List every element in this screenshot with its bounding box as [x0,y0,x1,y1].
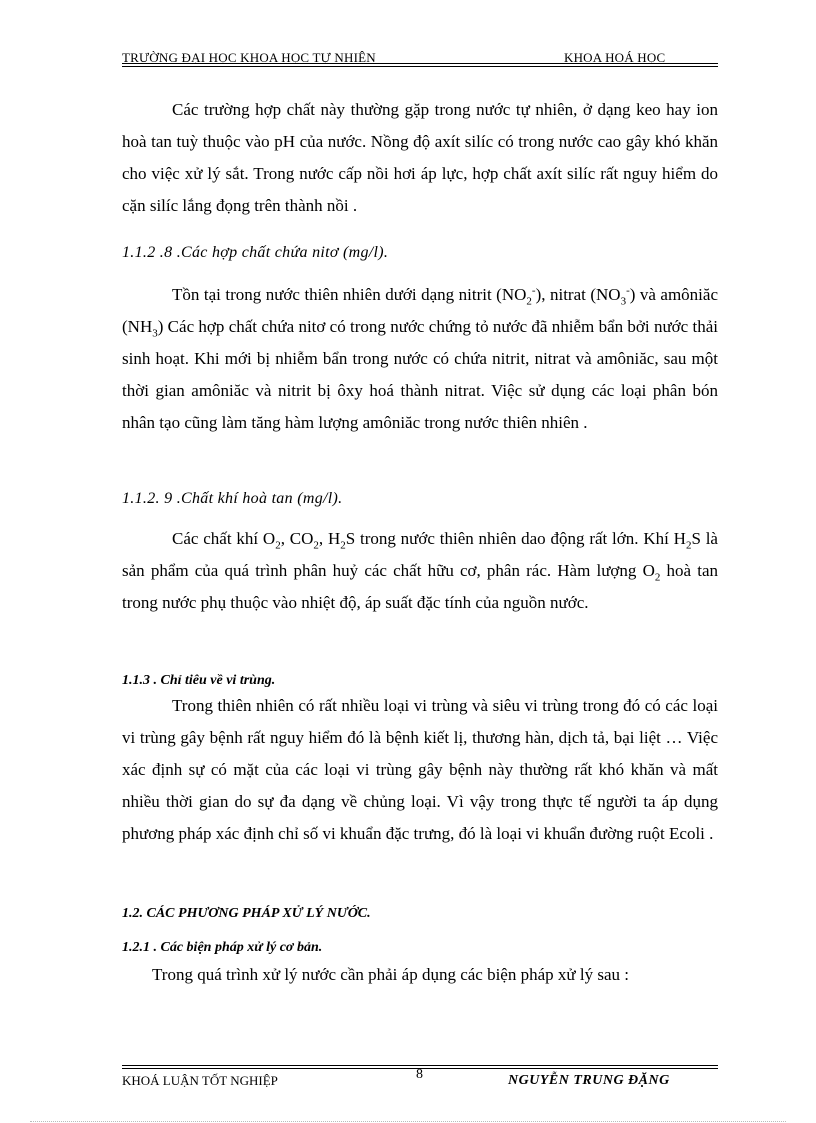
paragraph-dissolved-gases: Các chất khí $O_2$, $CO_2$, $H_2S$ trong nước thiên nhiên dao động rất lớn. Khí $H_2S$ là sản phẩm của quá trình phân huỷ các chất hữu cơ, phân rác. Hàm lượng $O_2$ hoà tan trong nước phụ thuộc vào nhiệt độ, áp suất đặc tính của nguồn nước. [122,529,718,612]
footer-rule [122,1065,718,1066]
header-rule-double [122,66,718,67]
heading-basic-treatment: 1.2.1 . Các biện pháp xử lý cơ bản. [122,940,323,955]
page-bottom-border [30,1121,786,1122]
header-rule [122,63,718,64]
heading-dissolved-gases: 1.1.2. 9 .Chất khí hoà tan (mg/l). [122,490,343,507]
heading-nitrogen-compounds: 1.1.2 .8 .Các hợp chất chứa nitơ (mg/l). [122,244,389,261]
footer-thesis-label: KHOÁ LUẬN TỐT NGHIỆP [122,1073,278,1088]
heading-microbial-indicators: 1.1.3 . Chỉ tiêu về vi trùng. [122,673,276,688]
paragraph-silica: Các trường hợp chất này thường gặp trong nước tự nhiên, ở dạng keo hay ion hoà tan tuỳ thuộc vào pH của nước. Nồng độ axít silíc có trong nước cao gây khó khăn cho việc xử lý sắt. Trong nước cấp nồi hơi áp lực, hợp chất axít silíc rất nguy hiểm do cặn silíc lắng đọng trên thành nồi . [122,100,718,215]
paragraph-treatment-intro: Trong quá trình xử lý nước cần phải áp dụng các biện pháp xử lý sau : [152,965,629,984]
header-faculty: KHOA HOÁ HỌC [564,50,666,65]
paragraph-nitrogen: Tồn tại trong nước thiên nhiên dưới dạng nitrit $(NO_2^-)$, nitrat $(NO_3^-)$ và amôniăc $(NH_3)$ Các hợp chất chứa nitơ có trong nước chứng tỏ nước đã nhiễm bẩn bởi nước thải sinh hoạt. Khi mới bị nhiễm bẩn trong nước có chứa nitrit, nitrat và amôniăc, sau một thời gian amôniăc và nitrit bị ôxy hoá thành nitrat. Việc sử dụng các loại phân bón nhân tạo cũng làm tăng hàm lượng amôniăc trong nước thiên nhiên . [122,284,718,432]
header-university: TRƯỜNG ĐẠI HỌC KHOA HỌC TỰ NHIÊN [122,50,376,65]
paragraph-microbes: Trong thiên nhiên có rất nhiều loại vi trùng và siêu vi trùng trong đó có các loại vi trùng gây bệnh rất nguy hiểm đó là bệnh kiết lị, thương hàn, dịch tả, bại liệt … Việc xác định sự có mặt của các loại vi trùng gây bệnh này thường rất khó khăn và mất nhiều thời gian do sự đa dạng về chủng loại. Vì vậy trong thực tế người ta áp dụng phương pháp xác định chỉ số vi khuẩn đặc trưng, đó là loại vi khuẩn đường ruột Ecoli . [122,696,718,843]
page-number: 8 [416,1067,423,1082]
heading-treatment-methods: 1.2. CÁC PHƯƠNG PHÁP XỬ LÝ NƯỚC. [122,906,371,921]
footer-author: NGUYỄN TRUNG ĐẶNG [508,1073,670,1088]
